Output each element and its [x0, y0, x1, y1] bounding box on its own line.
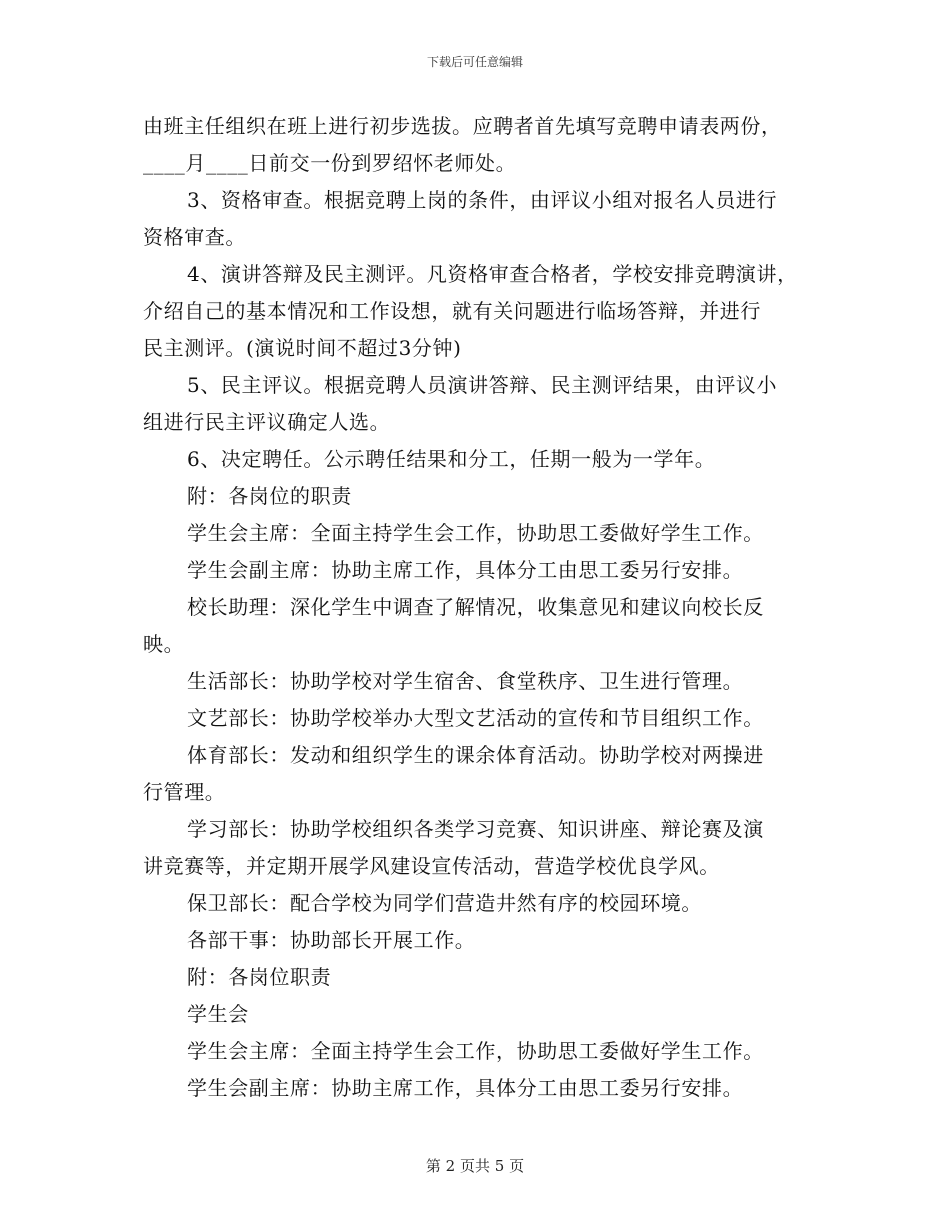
text-line: 附：各岗位的职责	[187, 484, 352, 508]
text-line: 文艺部长：协助学校举办大型文艺活动的宣传和节目组织工作。	[187, 706, 764, 730]
text-line: ____月____日前交一份到罗绍怀老师处。	[143, 151, 517, 175]
text-line: 讲竞赛等，并定期开展学风建设宣传活动，营造学校优良学风。	[143, 854, 720, 878]
text-line: 3、资格审查。根据竞聘上岗的条件，由评议小组对报名人员进行	[187, 188, 778, 212]
text-line: 保卫部长：配合学校为同学们营造井然有序的校园环境。	[187, 891, 702, 915]
text-line: 校长助理：深化学生中调查了解情况，收集意见和建议向校长反	[187, 595, 764, 619]
text-line: 资格审查。	[143, 225, 246, 249]
text-line: 由班主任组织在班上进行初步选拔。应聘者首先填写竞聘申请表两份，	[143, 114, 782, 138]
page-header: 下载后可任意编辑	[426, 55, 523, 69]
text-line: 映。	[143, 632, 185, 656]
text-line: 组进行民主评议确定人选。	[143, 410, 391, 434]
page-footer: 第 2 页共 5 页	[425, 1157, 525, 1175]
text-line: 生活部长：协助学校对学生宿舍、食堂秩序、卫生进行管理。	[187, 669, 744, 693]
text-line: 各部干事：协助部长开展工作。	[187, 928, 476, 952]
text-line: 5、民主评议。根据竞聘人员演讲答辩、民主测评结果，由评议小	[187, 373, 778, 397]
text-line: 学生会副主席：协助主席工作，具体分工由思工委另行安排。	[187, 558, 744, 582]
text-line: 6、决定聘任。公示聘任结果和分工，任期一般为一学年。	[187, 447, 716, 471]
text-line: 行管理。	[143, 780, 226, 804]
text-line: 体育部长：发动和组织学生的课余体育活动。协助学校对两操进	[187, 743, 764, 767]
text-line: 附：各岗位职责	[187, 965, 332, 989]
text-line: 介绍自己的基本情况和工作设想，就有关问题进行临场答辩，并进行	[143, 299, 761, 323]
text-line: 学习部长：协助学校组织各类学习竞赛、知识讲座、辩论赛及演	[187, 817, 764, 841]
text-line: 民主测评。(演说时间不超过3分钟)	[143, 336, 462, 360]
text-line: 学生会主席：全面主持学生会工作，协助思工委做好学生工作。	[187, 1039, 764, 1063]
text-line: 学生会主席：全面主持学生会工作，协助思工委做好学生工作。	[187, 521, 764, 545]
text-line: 4、演讲答辩及民主测评。凡资格审查合格者，学校安排竞聘演讲，	[187, 262, 798, 286]
text-line: 学生会	[187, 1002, 249, 1026]
text-line: 学生会副主席：协助主席工作，具体分工由思工委另行安排。	[187, 1076, 744, 1100]
